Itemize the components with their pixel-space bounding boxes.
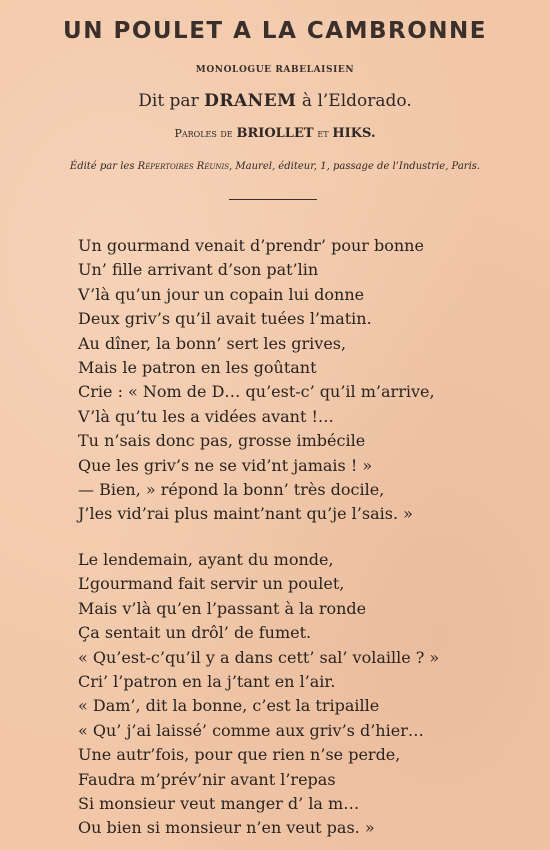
verse-line: Un gourmand venait d’prendr’ pour bonne <box>78 236 424 255</box>
publisher-line <box>0 161 550 172</box>
verse-line: Le lendemain, ayant du monde, <box>78 550 334 569</box>
verse-line: V’là qu’tu les a vidées avant !… <box>78 406 334 426</box>
verse-line: Tu n’sais donc pas, grosse imbécile <box>78 431 366 451</box>
paroles-label: Paroles de <box>174 127 233 140</box>
verse-line: « Qu’ j’ai laissé’ comme aux griv’s d’hier… <box>78 720 424 740</box>
verse-line: Mais v’là qu’en l’passant à la ronde <box>78 598 367 618</box>
verse-line: L’gourmand fait servir un poulet, <box>78 574 345 594</box>
performer-name: DRANEM <box>204 91 297 111</box>
publisher-details: Maurel, éditeur, 1, passage de l’Industrie, Paris. <box>235 161 481 172</box>
verse-line: Mais le patron en les goûtant <box>78 358 317 378</box>
verse-line: — Bien, » répond la bonn’ très docile, <box>78 480 385 500</box>
verse-line: Crie : « Nom de D… qu’est-c’ qu’il m’arrive, <box>78 382 435 402</box>
author-2: HIKS. <box>332 126 376 141</box>
authors-line <box>0 126 550 141</box>
verse-line: Ou bien si monsieur n’en veut pas. » <box>78 818 375 838</box>
song-title: UN POULET A LA CAMBRONNE <box>63 18 487 44</box>
verse-line: Ça sentait un drôl’ de fumet. <box>78 623 312 643</box>
verse-line: Une autr’fois, pour que rien n’se perde, <box>78 745 401 765</box>
verse-line: Que les griv’s ne se vid’nt jamais ! » <box>78 455 373 475</box>
verse-line: « Qu’est-c’qu’il y a dans cett’ sal’ volaille ? » <box>78 647 440 667</box>
publisher-group: Répertoires Réunis, <box>137 161 233 172</box>
paroles-and: et <box>317 127 329 140</box>
verse-line: « Dam’, dit la bonne, c’est la tripaille <box>78 696 380 716</box>
verse-line: Cri’ l’patron en la j’tant en l’air. <box>78 672 336 692</box>
venue-name: l’Eldorado. <box>317 91 412 111</box>
title-divider <box>229 199 317 200</box>
verse-line: Deux griv’s qu’il avait tuées l’matin. <box>78 309 372 329</box>
verse-line: J’les vid’rai plus maint’nant qu’je l’sais. » <box>78 504 413 524</box>
verse-line: V’là qu’un jour un copain lui donne <box>78 284 365 304</box>
verse-line: Un’ fille arrivant d’son pat’lin <box>78 260 319 280</box>
performer-line <box>0 91 550 111</box>
stanza <box>78 548 439 841</box>
stanza <box>78 234 435 527</box>
verse-line: Si monsieur veut manger d’ la m… <box>78 794 360 814</box>
edite-prefix: Édité par les <box>69 161 135 172</box>
verse-line: Au dîner, la bonn’ sert les grives, <box>78 333 347 353</box>
author-1: BRIOLLET <box>236 126 314 141</box>
song-subtitle: MONOLOGUE RABELAISIEN <box>195 65 355 75</box>
dit-mid: à <box>301 91 313 111</box>
dit-prefix: Dit par <box>138 91 199 111</box>
verse-line: Faudra m’prév’nir avant l’repas <box>78 769 336 789</box>
